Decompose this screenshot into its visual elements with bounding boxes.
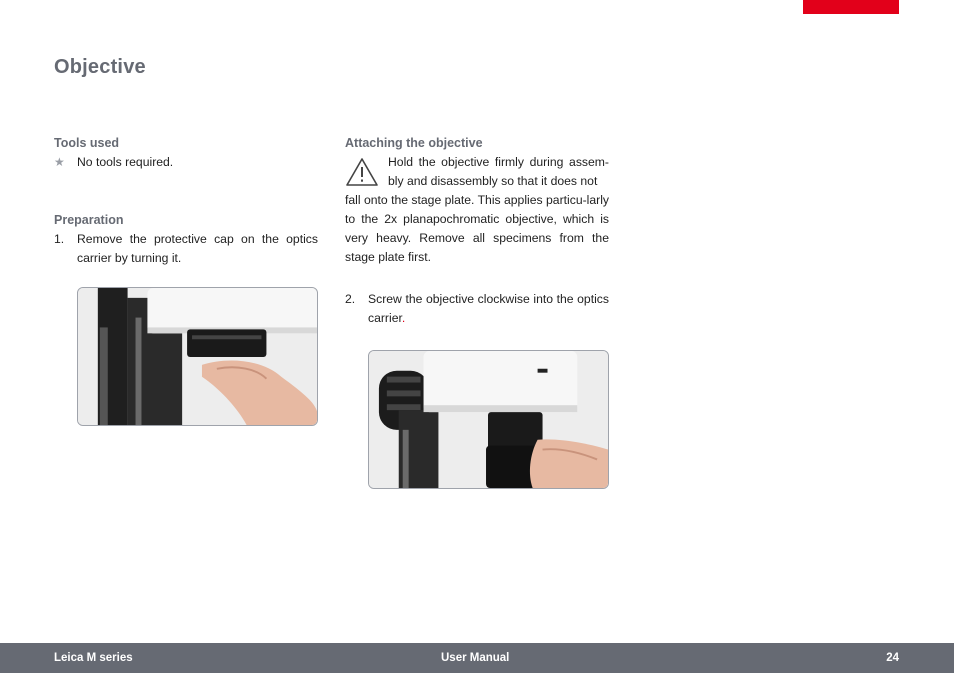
step-text-body: Screw the objective clockwise into the optics carrier <box>368 292 609 325</box>
photo-attach-objective <box>368 350 609 489</box>
step-text-end: . <box>401 311 406 325</box>
footer-doc-type: User Manual <box>441 652 510 664</box>
tools-heading: Tools used <box>54 136 120 150</box>
page-footer <box>0 643 954 673</box>
warning-block <box>345 153 609 267</box>
star-icon: ★ <box>54 155 65 169</box>
photo-remove-cap <box>77 287 318 426</box>
photo-attach-objective-graphic <box>369 351 608 488</box>
photo-remove-cap-graphic <box>78 288 317 425</box>
preparation-heading: Preparation <box>54 213 124 227</box>
footer-product: Leica M series <box>54 652 133 664</box>
warning-triangle-icon <box>345 157 379 187</box>
tools-item <box>54 153 318 172</box>
step-text: Remove the protective cap on the optics carrier by turning it. <box>77 232 318 265</box>
page-number: 24 <box>886 652 899 664</box>
page-title: Objective <box>54 56 146 78</box>
step-text <box>368 290 609 328</box>
step-number: 2. <box>345 292 356 306</box>
attaching-step <box>345 290 609 328</box>
attaching-heading: Attaching the objective <box>345 136 483 150</box>
preparation-step <box>54 230 318 268</box>
warning-text-indented: Hold the objective firmly during assem-bly and disassembly so that it does not <box>388 155 609 188</box>
tools-item-text: No tools required. <box>77 155 174 169</box>
accent-tab <box>803 0 899 14</box>
step-number: 1. <box>54 232 65 246</box>
middle-column <box>345 134 609 328</box>
warning-text: fall onto the stage plate. This applies particu-larly to the 2x planapochromatic objective, which is very heavy. Remove all specimens from the stage plate first. <box>345 193 609 264</box>
left-column <box>54 134 318 268</box>
